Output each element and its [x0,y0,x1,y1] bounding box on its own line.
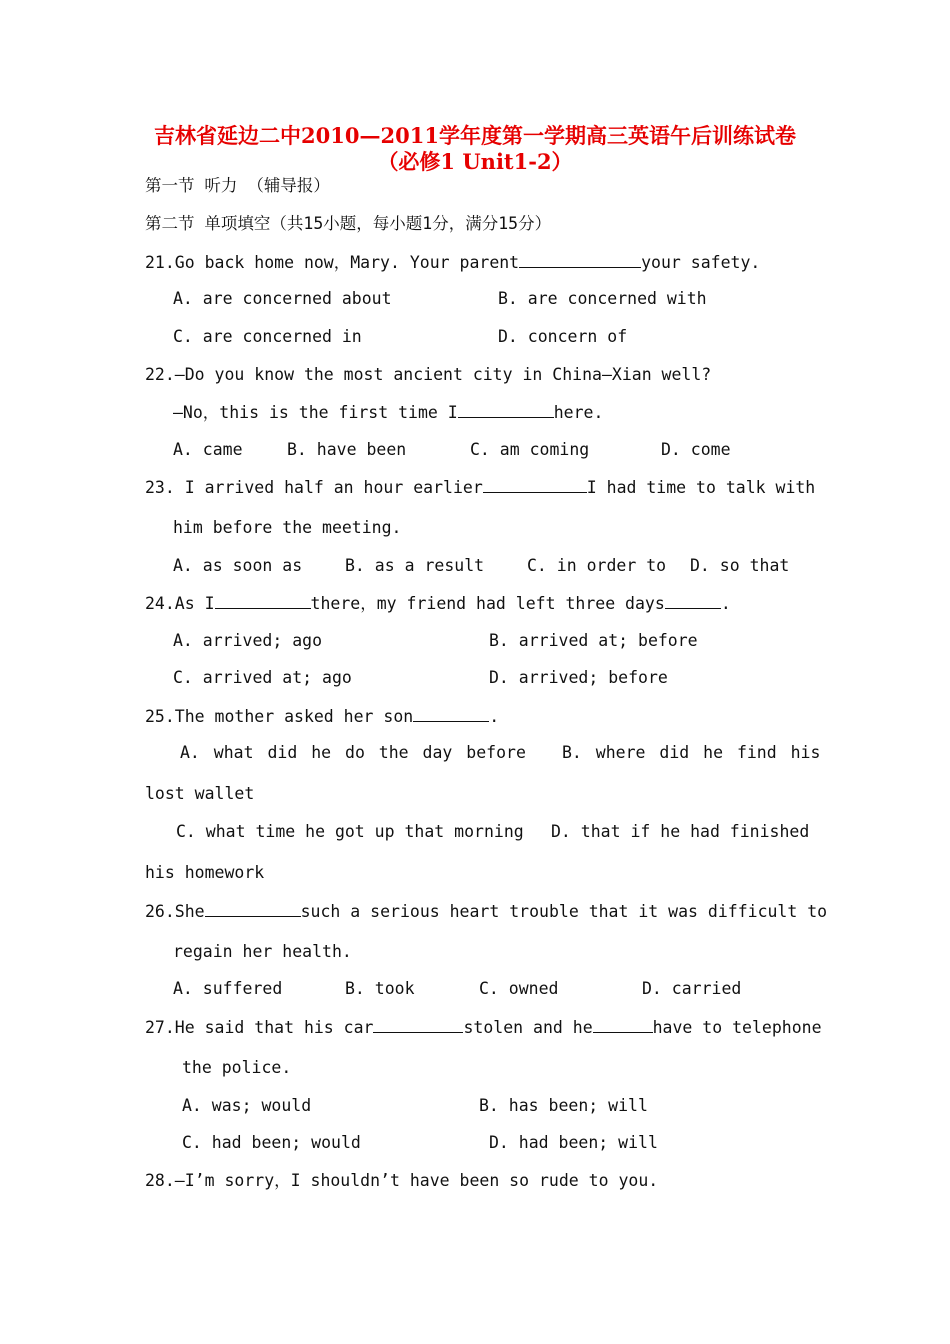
section-single-choice: 第二节 单项填空（共15小题，每小题1分，满分15分） [145,214,552,233]
q27-option-d: D. had been; will [489,1133,658,1152]
answer-blank[interactable] [665,592,721,609]
question-21-stem: 21.Go back home now，Mary. Your parent your safety. [145,253,761,272]
question-25-stem: 25.The mother asked her son . [145,707,500,726]
answer-blank[interactable] [373,1016,463,1033]
q24-option-a: A. arrived; ago [173,631,323,650]
q23-option-d: D. so that [690,556,790,575]
q26-option-b: B. took [345,979,415,998]
section-listening: 第一节 听力 （辅导报） [145,176,330,195]
answer-blank[interactable] [215,592,311,609]
q26-option-a: A. suffered [173,979,283,998]
q24-option-b: B. arrived at; before [489,631,698,650]
answer-blank[interactable] [205,900,301,917]
q22-option-c: C. am coming [470,440,590,459]
q25-option-b-cont: lost wallet [145,784,255,803]
question-27-stem: 27.He said that his car stolen and he have to telephone [145,1018,822,1037]
q22-option-d: D. come [661,440,731,459]
q27-option-c: C. had been; would [182,1133,361,1152]
question-23-stem: 23. I arrived half an hour earlier I had time to talk with [145,478,816,497]
q24-option-c: C. arrived at; ago [173,668,352,687]
q25-option-d-cont: his homework [145,863,265,882]
answer-blank[interactable] [413,705,489,722]
q26-option-c: C. owned [479,979,559,998]
exam-subtitle: （必修1 Unit1-2） [377,149,573,174]
question-26-stem: 26.She such a serious heart trouble that it was difficult to [145,902,828,921]
q23-option-a: A. as soon as [173,556,303,575]
q27-option-b: B. has been; will [479,1096,648,1115]
q21-option-b: B. are concerned with [498,289,707,308]
q21-option-a: A. are concerned about [173,289,392,308]
q24-option-d: D. arrived; before [489,668,668,687]
q21-option-c: C. are concerned in [173,327,362,346]
question-28-stem: 28.—I’m sorry，I shouldn’t have been so rude to you. [145,1171,659,1190]
question-24-stem: 24.As I there，my friend had left three days . [145,594,731,613]
exam-title: 吉林省延边二中2010—2011学年度第一学期高三英语午后训练试卷 [154,123,796,148]
answer-blank[interactable] [593,1016,653,1033]
q25-option-a: A. what did he do the day before [180,743,526,762]
question-22-stem: 22.—Do you know the most ancient city in China—Xian well? [145,365,712,384]
answer-blank[interactable] [458,401,554,418]
question-23-stem-cont: him before the meeting. [173,518,402,537]
q27-option-a: A. was; would [182,1096,312,1115]
question-22-reply: —No，this is the first time I here. [173,403,604,422]
question-27-stem-cont: the police. [182,1058,292,1077]
q26-option-d: D. carried [642,979,742,998]
q23-option-b: B. as a result [345,556,485,575]
q22-option-a: A. came [173,440,243,459]
q22-option-b: B. have been [287,440,407,459]
q23-option-c: C. in order to [527,556,667,575]
q25-option-b: B. where did he find his [562,743,821,762]
question-26-stem-cont: regain her health. [173,942,352,961]
answer-blank[interactable] [483,476,587,493]
answer-blank[interactable] [519,251,641,268]
q21-option-d: D. concern of [498,327,628,346]
q25-option-d: D. that if he had finished [551,822,810,841]
q25-option-c: C. what time he got up that morning [176,822,524,841]
